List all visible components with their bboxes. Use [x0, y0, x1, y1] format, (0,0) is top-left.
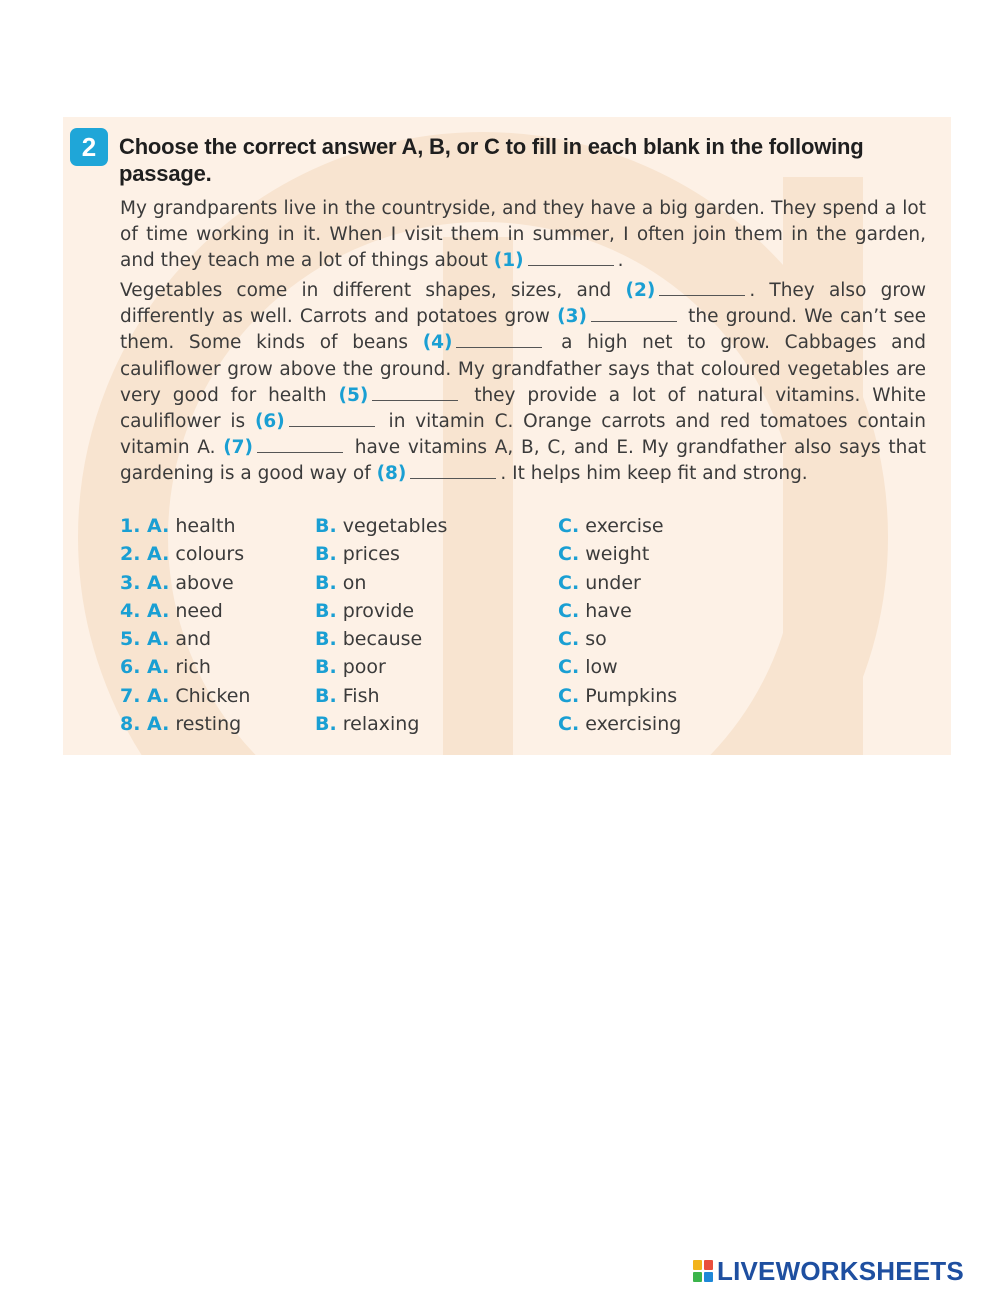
option-b[interactable]: [315, 656, 386, 678]
blank-number: (7): [223, 437, 254, 459]
passage-text: they provide a lot of natural vitamins. White cauliflower is: [120, 384, 926, 433]
option-text: and: [169, 628, 212, 651]
option-text: low: [579, 656, 618, 679]
passage-text: .: [617, 250, 624, 272]
option-row: [120, 713, 926, 741]
option-label: B.: [315, 628, 337, 651]
instruction-heading: Choose the correct answer A, B, or C to fill in each blank in the following passage.: [119, 134, 864, 186]
logo-icon: [693, 1260, 713, 1282]
answer-blank[interactable]: [659, 281, 745, 296]
option-text: under: [579, 571, 641, 594]
option-row: [120, 515, 926, 543]
option-c[interactable]: [558, 515, 664, 537]
option-label: C.: [558, 543, 580, 566]
option-label: C.: [558, 599, 580, 622]
blank-number: (4): [422, 332, 453, 354]
passage-text: Vegetables come in different shapes, sizes, and: [120, 280, 626, 301]
option-c[interactable]: [558, 628, 607, 650]
option-text: exercising: [579, 713, 682, 736]
option-label: 3. A.: [120, 571, 170, 594]
option-a[interactable]: [120, 600, 223, 622]
option-label: B.: [315, 713, 337, 736]
option-label: C.: [558, 684, 580, 707]
option-label: C.: [558, 713, 580, 736]
option-label: B.: [315, 656, 337, 679]
option-label: B.: [315, 684, 337, 707]
option-b[interactable]: [315, 543, 400, 565]
option-text: exercise: [579, 515, 664, 537]
option-b[interactable]: [315, 685, 380, 707]
blank-number: (8): [376, 463, 407, 485]
option-text: colours: [169, 543, 245, 566]
option-row: [120, 685, 926, 713]
option-label: 6. A.: [120, 656, 170, 679]
option-a[interactable]: [120, 656, 211, 678]
answer-blank[interactable]: [410, 464, 496, 479]
option-text: provide: [336, 599, 415, 622]
passage-paragraph-1: [120, 196, 926, 275]
option-row: [120, 543, 926, 571]
option-b[interactable]: [315, 515, 447, 537]
option-row: [120, 656, 926, 684]
option-text: have: [579, 599, 632, 622]
option-text: because: [336, 628, 423, 651]
option-a[interactable]: [120, 543, 244, 565]
blank-number: (5): [338, 384, 369, 406]
option-label: B.: [315, 543, 337, 566]
option-text: need: [169, 599, 223, 622]
option-b[interactable]: [315, 572, 366, 594]
option-text: poor: [336, 656, 386, 679]
liveworksheets-logo: [693, 1256, 964, 1286]
passage-text: have vitamins A, B, C, and E. My grandfather also says that gardening is a good way of: [120, 437, 926, 485]
option-text: Chicken: [169, 684, 251, 707]
option-label: 2. A.: [120, 543, 170, 566]
answer-blank[interactable]: [372, 386, 458, 401]
option-label: C.: [558, 628, 580, 651]
logo-text: LIVEWORKSHEETS: [717, 1255, 964, 1286]
option-c[interactable]: [558, 600, 632, 622]
option-b[interactable]: [315, 628, 422, 650]
answer-blank[interactable]: [528, 251, 614, 266]
option-label: B.: [315, 515, 337, 537]
option-row: [120, 628, 926, 656]
option-row: [120, 572, 926, 600]
option-label: 7. A.: [120, 684, 170, 707]
option-text: so: [579, 628, 607, 651]
option-a[interactable]: [120, 572, 234, 594]
option-text: Pumpkins: [579, 684, 678, 707]
option-text: health: [169, 515, 236, 537]
blank-number: (3): [557, 306, 587, 328]
option-a[interactable]: [120, 685, 250, 707]
answer-blank[interactable]: [257, 438, 343, 453]
option-text: relaxing: [336, 713, 420, 736]
option-b[interactable]: [315, 600, 414, 622]
option-text: above: [169, 571, 234, 594]
option-label: 4. A.: [120, 599, 170, 622]
option-label: 5. A.: [120, 628, 170, 651]
passage-text: the ground. We can’t see them. Some kinds of beans: [120, 306, 926, 354]
answer-blank[interactable]: [591, 307, 677, 322]
passage-paragraph-2: [120, 278, 926, 488]
passage-text: . It helps him keep fit and strong.: [500, 463, 808, 485]
exercise-panel: [63, 117, 951, 755]
answer-blank[interactable]: [456, 333, 542, 348]
blank-number: (1): [493, 250, 524, 272]
passage-text: in vitamin C. Orange carrots and red tomatoes contain vitamin A.: [120, 411, 926, 459]
passage-text: My grandparents live in the countryside, and they have a big garden. They spend a lot of time working in it. When I visit them in summer, I often join them in the garden, and they teach me a lot of things about: [120, 198, 926, 272]
option-a[interactable]: [120, 515, 236, 537]
option-a[interactable]: [120, 628, 211, 650]
option-row: [120, 600, 926, 628]
option-label: B.: [315, 599, 337, 622]
option-label: 8. A.: [120, 713, 170, 736]
blank-number: (2): [625, 280, 656, 301]
option-label: C.: [558, 656, 580, 679]
option-label: B.: [315, 571, 337, 594]
option-text: on: [336, 571, 367, 594]
option-text: resting: [169, 713, 242, 736]
blank-number: (6): [254, 411, 285, 433]
passage-text: . They also grow differently as well. Carrots and potatoes grow: [120, 280, 926, 328]
option-text: rich: [169, 656, 211, 679]
option-c[interactable]: [558, 713, 681, 735]
answer-options: [120, 515, 926, 741]
option-text: prices: [336, 543, 400, 566]
option-c[interactable]: [558, 685, 677, 707]
option-text: vegetables: [336, 515, 448, 537]
answer-blank[interactable]: [289, 412, 375, 427]
passage-text: a high net to grow. Cabbages and cauliflower grow above the ground. My grandfather says that coloured vegetables are very good for health: [120, 332, 926, 406]
option-label: C.: [558, 571, 580, 594]
option-c[interactable]: [558, 572, 641, 594]
option-c[interactable]: [558, 543, 649, 565]
option-label: 1. A.: [120, 515, 170, 537]
question-number-badge: 2: [70, 128, 108, 166]
option-text: weight: [579, 543, 650, 566]
option-c[interactable]: [558, 656, 618, 678]
option-a[interactable]: [120, 713, 241, 735]
option-label: C.: [558, 515, 580, 537]
option-b[interactable]: [315, 713, 419, 735]
option-text: Fish: [336, 684, 380, 707]
